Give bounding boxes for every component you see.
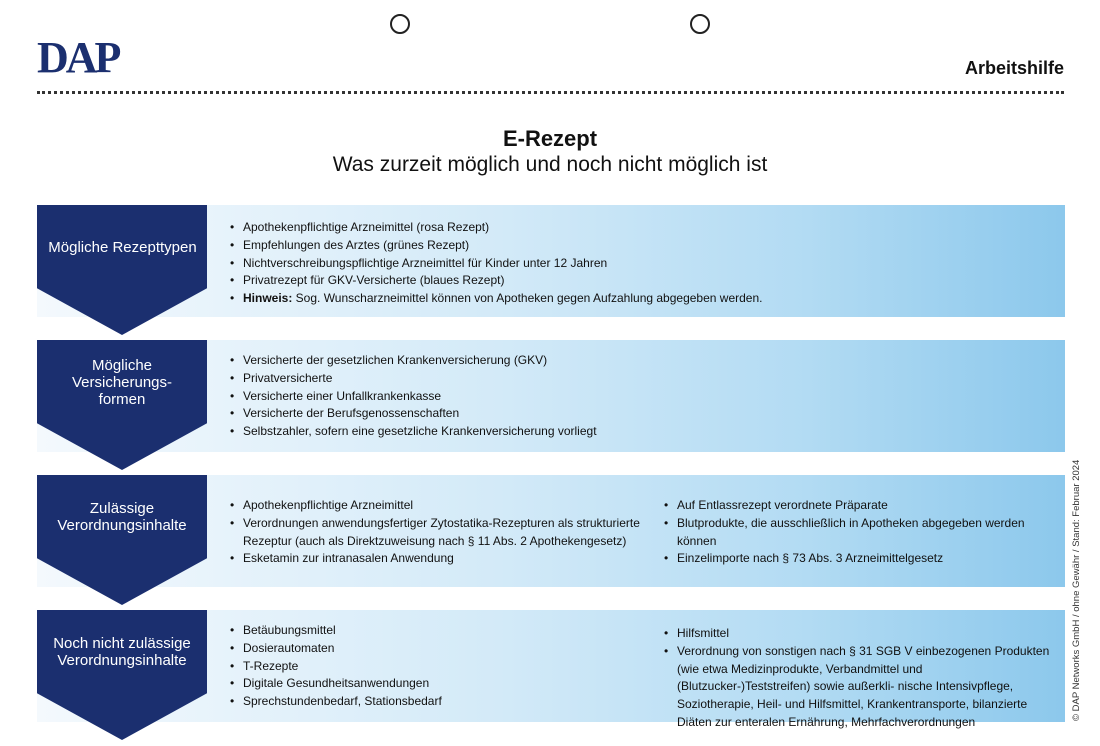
note-text: Sog. Wunscharzneimittel können von Apotheken gegen Aufzahlung abgegeben werden.	[292, 291, 763, 306]
list-item: • Empfehlungen des Arztes (grünes Rezept)	[230, 237, 1050, 255]
header-label: Arbeitshilfe	[964, 58, 1064, 78]
list-item: • Dosierautomaten	[230, 640, 650, 658]
page-title: E-Rezept	[502, 126, 598, 151]
list-item: • Esketamin zur intranasalen Anwendung	[230, 550, 650, 568]
list-item: • Privatrezept für GKV-Versicherte (blaues Rezept)	[230, 272, 1050, 290]
list-item: • Versicherte der Berufsgenossenschaften	[230, 405, 1050, 423]
list-item: • Verordnungen anwendungsfertiger Zytostatika-Rezepturen als strukturierte Rezeptur (auch als Direktzuweisung nach § 11 Abs. 2 Apothekengesetz)	[230, 515, 650, 551]
list-item: • Selbstzahler, sofern eine gesetzliche Krankenversicherung vorliegt	[230, 423, 1050, 441]
page-subtitle: Was zurzeit möglich und noch nicht möglich ist	[332, 153, 768, 176]
section-list-left	[230, 622, 650, 711]
section-zulaessige-inhalte	[37, 475, 1065, 587]
dotted-divider	[37, 91, 1064, 94]
punch-hole-right	[690, 14, 710, 34]
copyright-notice: © DAP Networks GmbH / ohne Gewähr / Stand: Februar 2024	[1071, 459, 1082, 721]
list-item: • Sprechstundenbedarf, Stationsbedarf	[230, 693, 650, 711]
note-item	[230, 290, 1050, 308]
list-item: • Privatversicherte	[230, 370, 1050, 388]
list-item: • Versicherte einer Unfallkrankenkasse	[230, 388, 1050, 406]
list-item: • Hilfsmittel	[664, 625, 1054, 643]
list-item: • Digitale Gesundheitsanwendungen	[230, 675, 650, 693]
note-label: Hinweis:	[243, 291, 293, 306]
list-item: • Verordnung von sonstigen nach § 31 SGB V einbezogenen Produkten (wie etwa Medizinprodukte, Verbandmittel und (Blutzucker-)Teststreifen) sowie außerkli- nische Intensivpflege, Soziotherapie, Heil- und Hilfsmittel, Krankentransporte, bilanzierte Diäten zur enteralen Ernährung, Mehrfachverordnungen	[664, 643, 1054, 732]
list-item: • T-Rezepte	[230, 658, 650, 676]
list-item: • Versicherte der gesetzlichen Krankenversicherung (GKV)	[230, 352, 1050, 370]
section-tag-label: Mögliche Versicherungs- formen	[71, 356, 173, 408]
punch-hole-left	[390, 14, 410, 34]
section-nicht-zulaessige-inhalte	[37, 610, 1065, 729]
section-list-left	[230, 497, 650, 568]
list-item: • Nichtverschreibungspflichtige Arzneimittel für Kinder unter 12 Jahren	[230, 255, 1050, 273]
section-list-right	[664, 625, 1054, 732]
dap-logo: DAP	[37, 33, 119, 82]
list-item: • Auf Entlassrezept verordnete Präparate	[664, 497, 1054, 515]
section-tag-label: Mögliche Rezepttypen	[48, 238, 197, 256]
section-list	[230, 219, 1050, 308]
list-item: • Einzelimporte nach § 73 Abs. 3 Arzneimittelgesetz	[664, 550, 1054, 568]
section-tag-label: Noch nicht zulässige Verordnungsinhalte	[53, 635, 191, 669]
section-list	[230, 352, 1050, 441]
section-list-right	[664, 497, 1054, 568]
section-rezepttypen	[37, 205, 1065, 317]
list-item: • Blutprodukte, die ausschließlich in Apotheken abgegeben werden können	[664, 515, 1054, 551]
list-item: • Apothekenpflichtige Arzneimittel (rosa Rezept)	[230, 219, 1050, 237]
section-tag-label: Zulässige Verordnungsinhalte	[57, 500, 187, 534]
list-item: • Apothekenpflichtige Arzneimittel	[230, 497, 650, 515]
section-versicherungsformen	[37, 340, 1065, 452]
list-item: • Betäubungsmittel	[230, 622, 650, 640]
